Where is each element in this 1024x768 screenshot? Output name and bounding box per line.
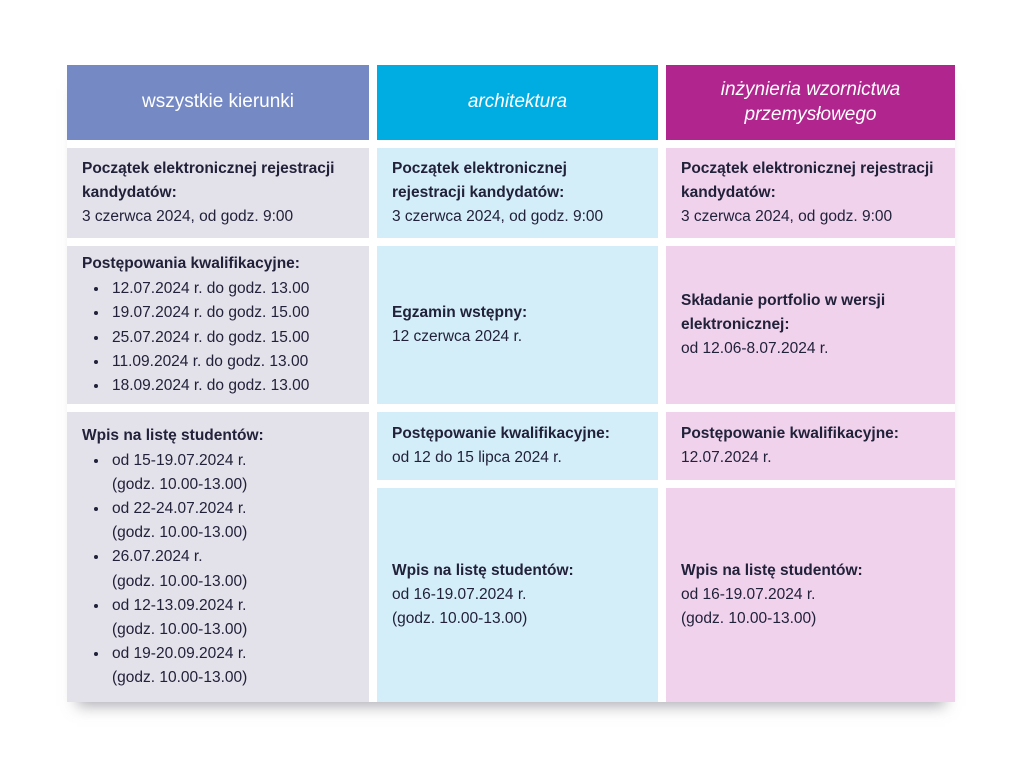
cell-architecture-entrance-exam bbox=[377, 246, 658, 404]
cell-all-enrollment bbox=[67, 412, 369, 702]
column-header-label: inżynieria wzornictwa przemysłowego bbox=[720, 78, 901, 125]
cell-title: Wpis na listę studentów: bbox=[82, 427, 264, 445]
cell-title: Egzamin wstępny: bbox=[392, 303, 528, 321]
cell-lines: 3 czerwca 2024, od godz. 9:00 bbox=[82, 208, 294, 226]
cell-design-registration bbox=[666, 148, 955, 238]
cell-design-qualification bbox=[666, 412, 955, 480]
cell-bullet-list: • 12.07.2024 r. do godz. 13.00 • 19.07.2024 r. do godz. 15.00 • 25.07.2024 r. do godz. 15.00 • 11.09.2024 r. do godz. 13.00 • 18.09.2024 r. do godz. 13.00 bbox=[82, 277, 309, 397]
cell-lines: od 16-19.07.2024 r. (godz. 10.00-13.00) bbox=[392, 585, 528, 627]
cell-lines: od 12 do 15 lipca 2024 r. bbox=[392, 449, 562, 466]
cell-title: Składanie portfolio w wersji elektronicznej: bbox=[681, 291, 886, 333]
column-header-industrial-design bbox=[666, 65, 955, 140]
cell-bullet-list: • od 15-19.07.2024 r. (godz. 10.00-13.00) • od 22-24.07.2024 r. (godz. 10.00-13.00) • 26.07.2024 r. (godz. 10.00-13.00) • od 12-13.09.2024 r. (godz. 10.00-13.00) • od 19-20.09.2024 r. (godz. 10.00-13.00) bbox=[82, 449, 264, 689]
cell-architecture-registration bbox=[377, 148, 658, 238]
cell-title: Wpis na listę studentów: bbox=[681, 561, 863, 579]
cell-architecture-enrollment bbox=[377, 488, 658, 702]
cell-title: Wpis na listę studentów: bbox=[392, 561, 574, 579]
cell-lines: 12 czerwca 2024 r. bbox=[392, 328, 523, 345]
cell-title: Początek elektronicznej rejestracji kandydatów: bbox=[392, 159, 567, 201]
cell-lines: 12.07.2024 r. bbox=[681, 449, 772, 466]
cell-lines: 3 czerwca 2024, od godz. 9:00 bbox=[392, 208, 604, 226]
recruitment-schedule-table bbox=[67, 65, 955, 702]
cell-all-qualification bbox=[67, 246, 369, 404]
column-header-label: architektura bbox=[467, 91, 568, 113]
cell-lines: od 16-19.07.2024 r. (godz. 10.00-13.00) bbox=[681, 585, 817, 627]
cell-title: Postępowanie kwalifikacyjne: bbox=[681, 424, 899, 442]
column-header-all-programs bbox=[67, 65, 369, 140]
cell-all-registration bbox=[67, 148, 369, 238]
column-header-label: wszystkie kierunki bbox=[141, 91, 295, 113]
cell-title: Początek elektronicznej rejestracji kandydatów: bbox=[681, 159, 934, 201]
column-header-architecture bbox=[377, 65, 658, 140]
cell-architecture-qualification bbox=[377, 412, 658, 480]
cell-design-portfolio bbox=[666, 246, 955, 404]
cell-title: Postępowanie kwalifikacyjne: bbox=[392, 424, 610, 442]
cell-title: Postępowania kwalifikacyjne: bbox=[82, 255, 300, 273]
cell-title: Początek elektronicznej rejestracji kandydatów: bbox=[82, 159, 335, 201]
cell-design-enrollment bbox=[666, 488, 955, 702]
cell-lines: od 12.06-8.07.2024 r. bbox=[681, 340, 829, 357]
cell-lines: 3 czerwca 2024, od godz. 9:00 bbox=[681, 208, 893, 226]
